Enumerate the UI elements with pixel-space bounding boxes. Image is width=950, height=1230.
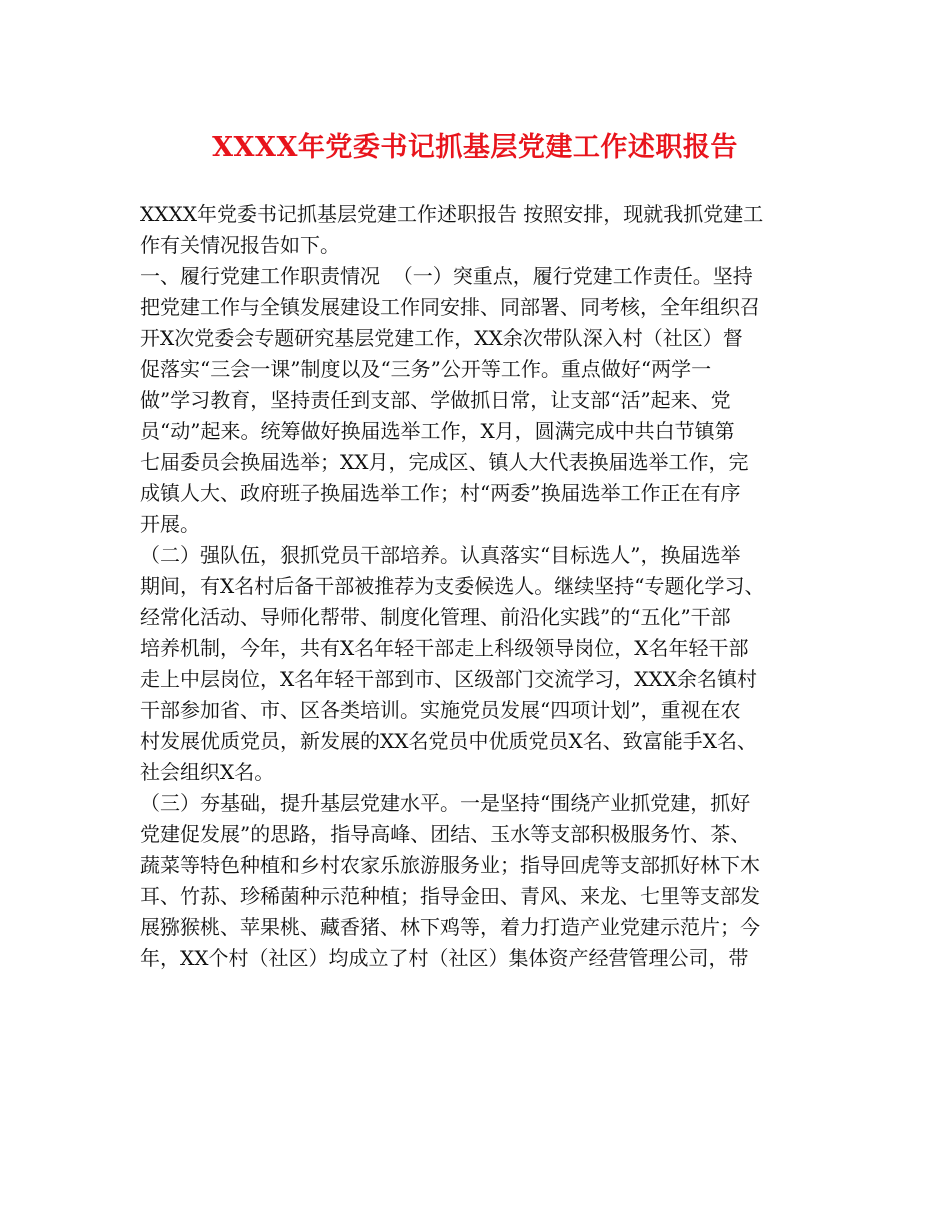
body-line: 做”学习教育，坚持责任到支部、学做抓日常，让支部“活”起来、党 [140, 388, 731, 412]
body-line: 员“动”起来。统筹做好换届选举工作，X月，圆满完成中共白节镇第 [140, 419, 735, 443]
body-line: 开展。 [140, 512, 200, 536]
body-line: 成镇人大、政府班子换届选举工作；村“两委”换届选举工作正在有序 [140, 481, 741, 505]
body-line: 年，XX个村（社区）均成立了村（社区）集体资产经营管理公司，带 [140, 946, 749, 970]
body-line: 开X次党委会专题研究基层党建工作，XX余次带队深入村（社区）督 [140, 326, 743, 350]
body-line: 期间，有X名村后备干部被推荐为支委候选人。继续坚持“专题化学习、 [140, 574, 765, 598]
body-line: XXXX年党委书记抓基层党建工作述职报告 按照安排，现就我抓党建工 [140, 202, 764, 226]
body-line: 七届委员会换届选举；XX月，完成区、镇人大代表换届选举工作，完 [140, 450, 749, 474]
body-line: 耳、竹荪、珍稀菌种示范种植；指导金田、青风、来龙、七里等支部发 [140, 884, 760, 908]
body-line: 一、履行党建工作职责情况 （一）突重点，履行党建工作责任。坚持 [140, 264, 753, 288]
body-line: 社会组织X名。 [140, 760, 275, 784]
body-line: 作有关情况报告如下。 [140, 233, 340, 257]
body-line: （三）夯基础，提升基层党建水平。一是坚持“围绕产业抓党建，抓好 [140, 791, 751, 815]
document-body [140, 199, 830, 974]
body-line: 蔬菜等特色种植和乡村农家乐旅游服务业；指导回虎等支部抓好林下木 [140, 853, 760, 877]
body-line: 党建促发展”的思路，指导高峰、团结、玉水等支部积极服务竹、茶、 [140, 822, 751, 846]
document-title: XXXX年党委书记抓基层党建工作述职报告 [212, 132, 738, 163]
body-line: 展猕猴桃、苹果桃、藏香猪、林下鸡等，着力打造产业党建示范片；今 [140, 915, 760, 939]
body-line: 培养机制，今年，共有X名年轻干部走上科级领导岗位，X名年轻干部 [140, 636, 749, 660]
body-line: （二）强队伍，狠抓党员干部培养。认真落实“目标选人”，换届选举 [140, 543, 741, 567]
body-line: 干部参加省、市、区各类培训。实施党员发展“四项计划”，重视在农 [140, 698, 741, 722]
body-line: 经常化活动、导师化帮带、制度化管理、前沿化实践”的“五化”干部 [140, 605, 731, 629]
body-line: 走上中层岗位，X名年轻干部到市、区级部门交流学习，XXX余名镇村 [140, 667, 757, 691]
body-line: 促落实“三会一课”制度以及“三务”公开等工作。重点做好“两学一 [140, 357, 712, 381]
body-line: 把党建工作与全镇发展建设工作同安排、同部署、同考核，全年组织召 [140, 295, 760, 319]
body-line: 村发展优质党员，新发展的XX名党员中优质党员X名、致富能手X名、 [140, 729, 757, 753]
